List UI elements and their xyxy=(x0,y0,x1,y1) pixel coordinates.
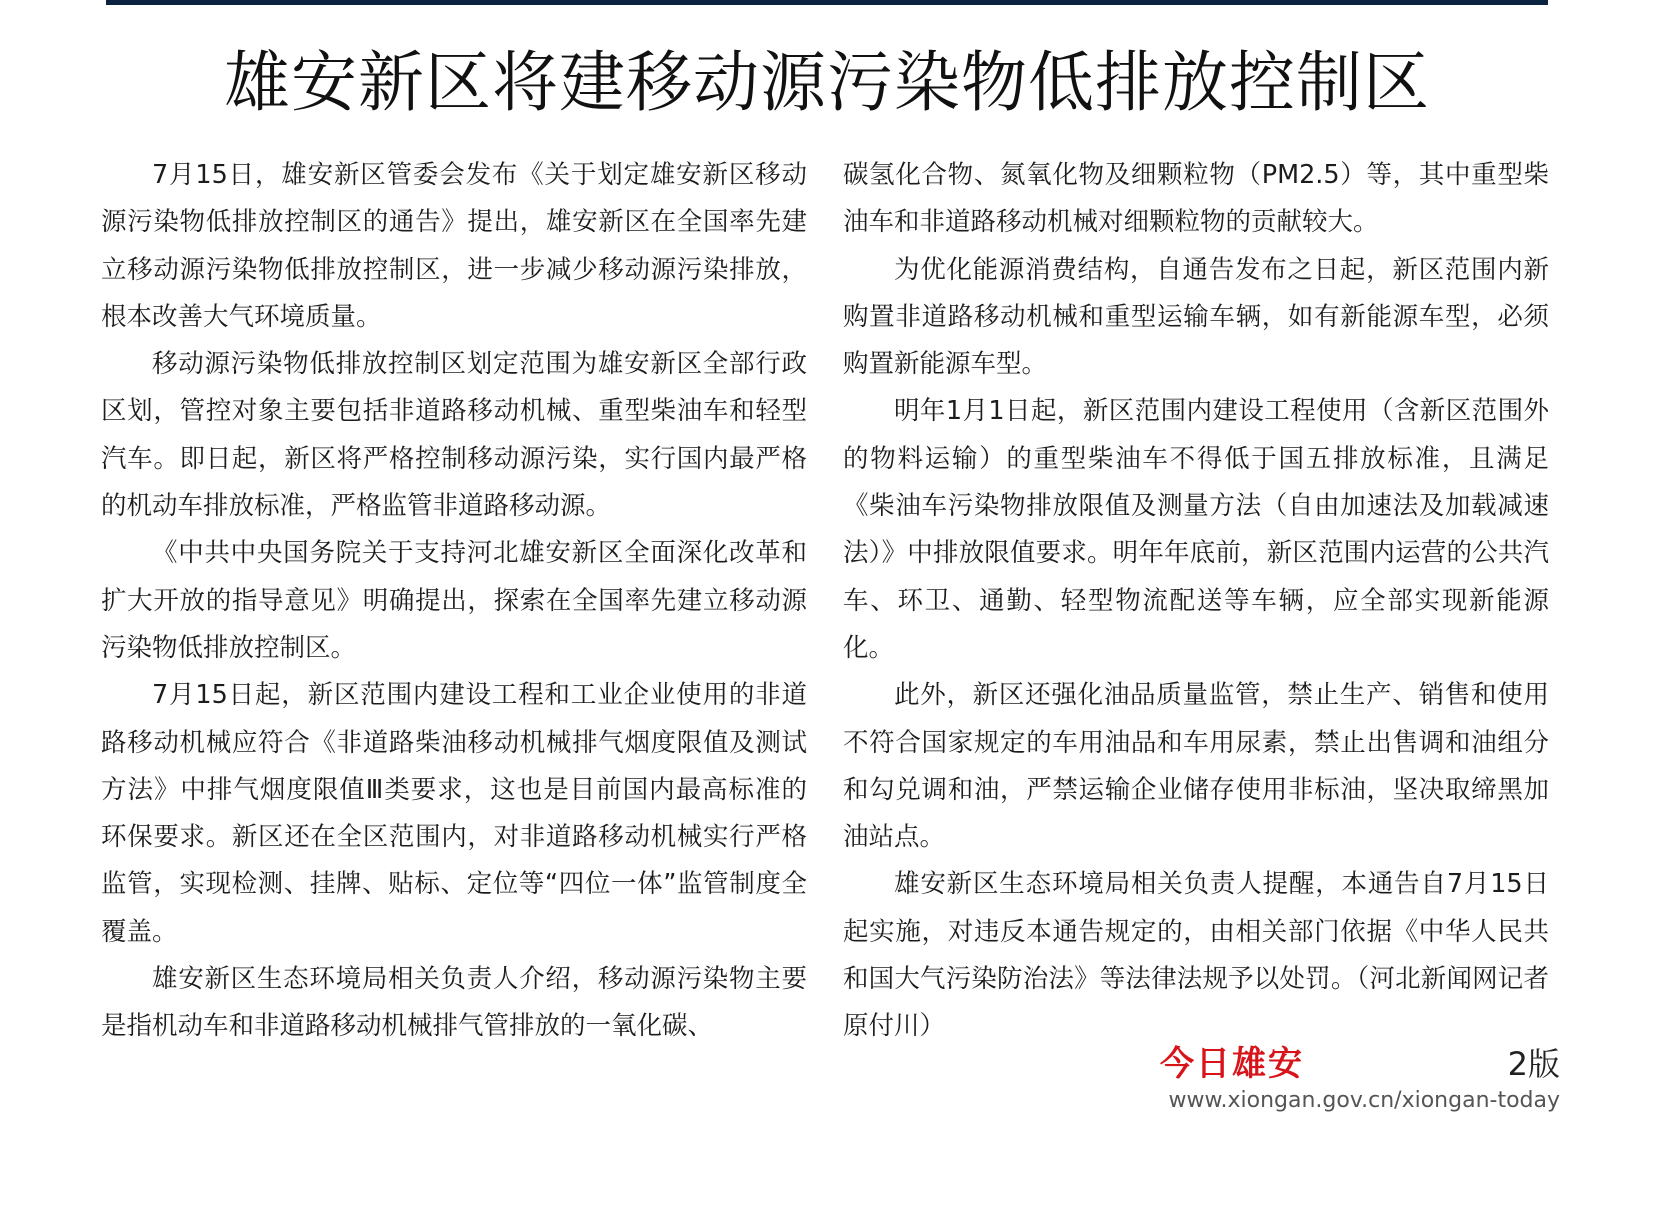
paragraph: 此外，新区还强化油品质量监管，禁止生产、销售和使用不符合国家规定的车用油品和车用尿素，禁止出售调和油组分和勾兑调和油，严禁运输企业储存使用非标油，坚决取缔黑加油站点。 xyxy=(843,680,1549,853)
paragraph: 雄安新区生态环境局相关负责人介绍，移动源污染物主要是指机动车和非道路移动机械排气管排放的一氧化碳、 xyxy=(101,964,807,1042)
paragraph: 明年1月1日起，新区范围内建设工程使用（含新区范围外的物料运输）的重型柴油车不得低于国五排放标准，且满足《柴油车污染物排放限值及测量方法（自由加速法及加载减速法）》中排放限值要求。明年年底前，新区范围内运营的公共汽车、环卫、通勤、轻型物流配送等车辆，应全部实现新能源化。 xyxy=(843,396,1549,663)
article-column-right xyxy=(843,152,1549,1051)
site-url: www.xiongan.gov.cn/xiongan-today xyxy=(1168,1088,1560,1113)
top-rule xyxy=(106,0,1548,5)
paragraph: 7月15日起，新区范围内建设工程和工业企业使用的非道路移动机械应符合《非道路柴油移动机械排气烟度限值及测试方法》中排气烟度限值Ⅲ类要求，这也是目前国内最高标准的环保要求。新区还在全区范围内，对非道路移动机械实行严格监管，实现检测、挂牌、贴标、定位等“四位一体”监管制度全覆盖。 xyxy=(101,680,807,947)
page-number: 2版 xyxy=(1507,1045,1560,1083)
paragraph-continuation: 碳氢化合物、氮氧化物及细颗粒物（PM2.5）等，其中重型柴油车和非道路移动机械对细颗粒物的贡献较大。 xyxy=(843,160,1549,238)
paragraph: 《中共中央国务院关于支持河北雄安新区全面深化改革和扩大开放的指导意见》明确提出，探索在全国率先建立移动源污染物低排放控制区。 xyxy=(101,538,807,663)
paragraph: 雄安新区生态环境局相关负责人提醒，本通告自7月15日起实施，对违反本通告规定的，由相关部门依据《中华人民共和国大气污染防治法》等法律法规予以处罚。（河北新闻网记者 原付川） xyxy=(843,869,1549,1042)
page-title: 雄安新区将建移动源污染物低排放控制区 xyxy=(224,44,1430,121)
article-column-left xyxy=(101,152,807,1051)
paragraph: 7月15日，雄安新区管委会发布《关于划定雄安新区移动源污染物低排放控制区的通告》提出，雄安新区在全国率先建立移动源污染物低排放控制区，进一步减少移动源污染排放，根本改善大气环境质量。 xyxy=(101,160,807,332)
brand-logo: 今日雄安 xyxy=(1160,1044,1304,1084)
paragraph: 为优化能源消费结构，自通告发布之日起，新区范围内新购置非道路移动机械和重型运输车辆，如有新能源车型，必须购置新能源车型。 xyxy=(843,254,1549,380)
paragraph: 移动源污染物低排放控制区划定范围为雄安新区全部行政区划，管控对象主要包括非道路移动机械、重型柴油车和轻型汽车。即日起，新区将严格控制移动源污染，实行国内最严格的机动车排放标准，严格监管非道路移动源。 xyxy=(101,349,807,522)
